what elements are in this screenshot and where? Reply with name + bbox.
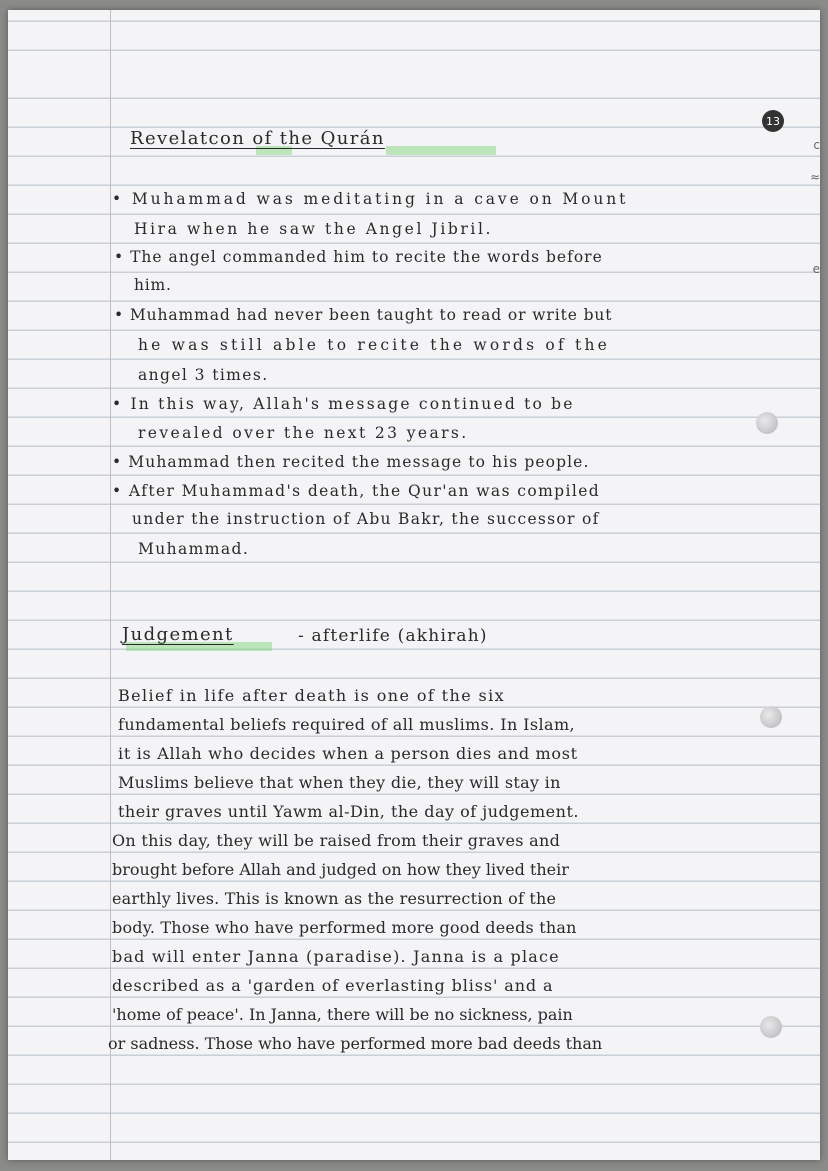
page-number: 13 bbox=[762, 110, 784, 132]
punch-hole bbox=[756, 412, 778, 434]
section-title-judgement: Judgement bbox=[122, 624, 234, 645]
paragraph-line: On this day, they will be raised from their graves and bbox=[112, 831, 561, 850]
paragraph-line: 'home of peace'. In Janna, there will be no sickness, pain bbox=[112, 1005, 573, 1024]
line: Muhammad. bbox=[138, 540, 250, 558]
notebook-page bbox=[8, 10, 820, 1160]
edge-mark-icon: ≈ bbox=[809, 170, 820, 184]
line: • Muhammad then recited the message to his people. bbox=[112, 453, 590, 471]
punch-hole bbox=[760, 1016, 782, 1038]
paragraph-line: Muslims believe that when they die, they will stay in bbox=[118, 773, 561, 792]
line: • Muhammad was meditating in a cave on Mount bbox=[112, 190, 629, 208]
line: revealed over the next 23 years. bbox=[138, 424, 469, 442]
highlight bbox=[386, 146, 496, 155]
line: • Muhammad had never been taught to read or write but bbox=[114, 306, 613, 324]
paragraph-line: body. Those who have performed more good deeds than bbox=[112, 918, 577, 937]
paragraph-line: or sadness. Those who have performed more bad deeds than bbox=[108, 1034, 603, 1053]
line: • The angel commanded him to recite the words before bbox=[114, 248, 603, 266]
section-subtitle: - afterlife (akhirah) bbox=[298, 626, 488, 646]
line: him. bbox=[134, 276, 172, 294]
edge-mark-icon: e bbox=[812, 262, 820, 276]
line: he was still able to recite the words of the bbox=[138, 336, 611, 354]
punch-hole bbox=[760, 706, 782, 728]
line: under the instruction of Abu Bakr, the successor of bbox=[132, 510, 600, 528]
paragraph-line: earthly lives. This is known as the resurrection of the bbox=[112, 889, 557, 908]
section-title-revelation: Revelatcon of the Qurán bbox=[130, 128, 385, 149]
paragraph-line: described as a 'garden of everlasting bliss' and a bbox=[112, 976, 554, 995]
paragraph-line: brought before Allah and judged on how they lived their bbox=[112, 860, 569, 879]
paragraph-line: bad will enter Janna (paradise). Janna is a place bbox=[112, 947, 560, 966]
paragraph-line: Belief in life after death is one of the six bbox=[118, 686, 506, 705]
line: • In this way, Allah's message continued to be bbox=[112, 395, 575, 413]
paragraph-line: their graves until Yawm al-Din, the day of judgement. bbox=[118, 802, 579, 821]
line: Hira when he saw the Angel Jibril. bbox=[134, 220, 494, 238]
paragraph-line: it is Allah who decides when a person dies and most bbox=[118, 744, 578, 763]
line: • After Muhammad's death, the Qur'an was compiled bbox=[112, 482, 601, 500]
paragraph-line: fundamental beliefs required of all muslims. In Islam, bbox=[118, 715, 576, 734]
edge-mark-icon: c bbox=[813, 138, 820, 152]
margin-line bbox=[110, 10, 111, 1160]
line: angel 3 times. bbox=[138, 366, 269, 384]
